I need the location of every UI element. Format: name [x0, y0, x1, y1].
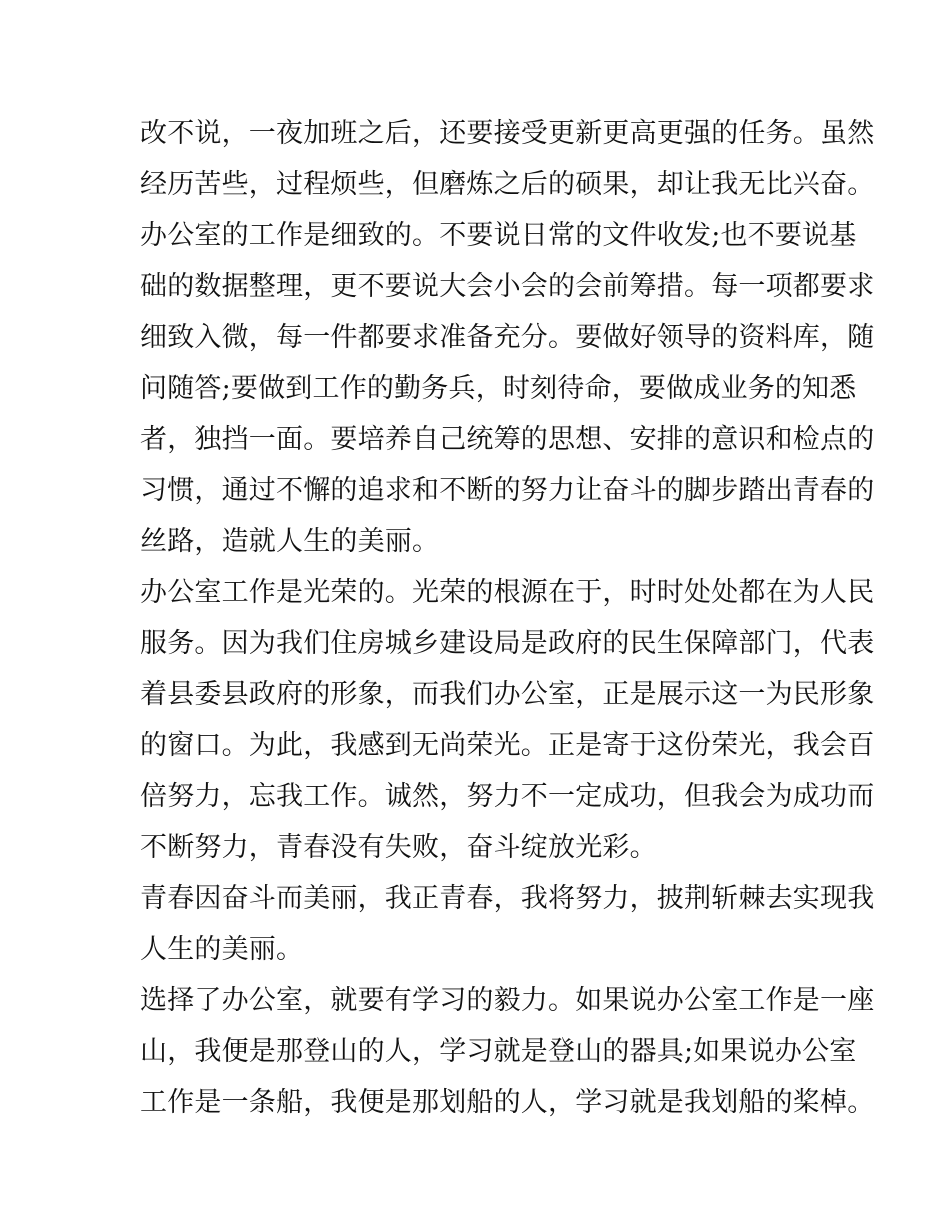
- text-line-2: 经历苦些，过程烦些，但磨炼之后的硕果，却让我无比兴奋。: [140, 169, 875, 200]
- text-line-5: 细致入微，每一件都要求准备充分。要做好领导的资料库，随: [140, 322, 875, 353]
- text-line-15: 不断努力，青春没有失败，奋斗绽放光彩。: [140, 832, 657, 863]
- text-line-20: 工作是一条船，我便是那划船的人，学习就是我划船的桨棹。: [140, 1087, 875, 1118]
- text-line-8: 习惯，通过不懈的追求和不断的努力让奋斗的脚步踏出青春的: [140, 475, 875, 506]
- text-line-11: 服务。因为我们住房城乡建设局是政府的民生保障部门，代表: [140, 628, 875, 659]
- document-body: [140, 108, 875, 1128]
- text-line-16: 青春因奋斗而美丽，我正青春，我将努力，披荆斩棘去实现我: [140, 883, 875, 914]
- text-line-9: 丝路，造就人生的美丽。: [140, 526, 440, 557]
- text-line-1: 改不说，一夜加班之后，还要接受更新更高更强的任务。虽然: [140, 118, 875, 149]
- text-line-18: 选择了办公室，就要有学习的毅力。如果说办公室工作是一座: [140, 985, 875, 1016]
- text-line-3: 办公室的工作是细致的。不要说日常的文件收发;也不要说基: [140, 220, 857, 251]
- text-line-12: 着县委县政府的形象，而我们办公室，正是展示这一为民形象: [140, 679, 875, 710]
- text-line-14: 倍努力，忘我工作。诚然，努力不一定成功，但我会为成功而: [140, 781, 875, 812]
- text-line-6: 问随答;要做到工作的勤务兵，时刻待命，要做成业务的知悉: [140, 373, 857, 404]
- text-line-4: 础的数据整理，更不要说大会小会的会前筹措。每一项都要求: [140, 271, 875, 302]
- text-line-17: 人生的美丽。: [140, 934, 304, 965]
- text-line-7: 者，独挡一面。要培养自己统筹的思想、安排的意识和检点的: [140, 424, 875, 455]
- text-line-13: 的窗口。为此，我感到无尚荣光。正是寄于这份荣光，我会百: [140, 730, 875, 761]
- text-line-19: 山，我便是那登山的人，学习就是登山的器具;如果说办公室: [140, 1036, 857, 1067]
- text-line-10: 办公室工作是光荣的。光荣的根源在于，时时处处都在为人民: [140, 577, 875, 608]
